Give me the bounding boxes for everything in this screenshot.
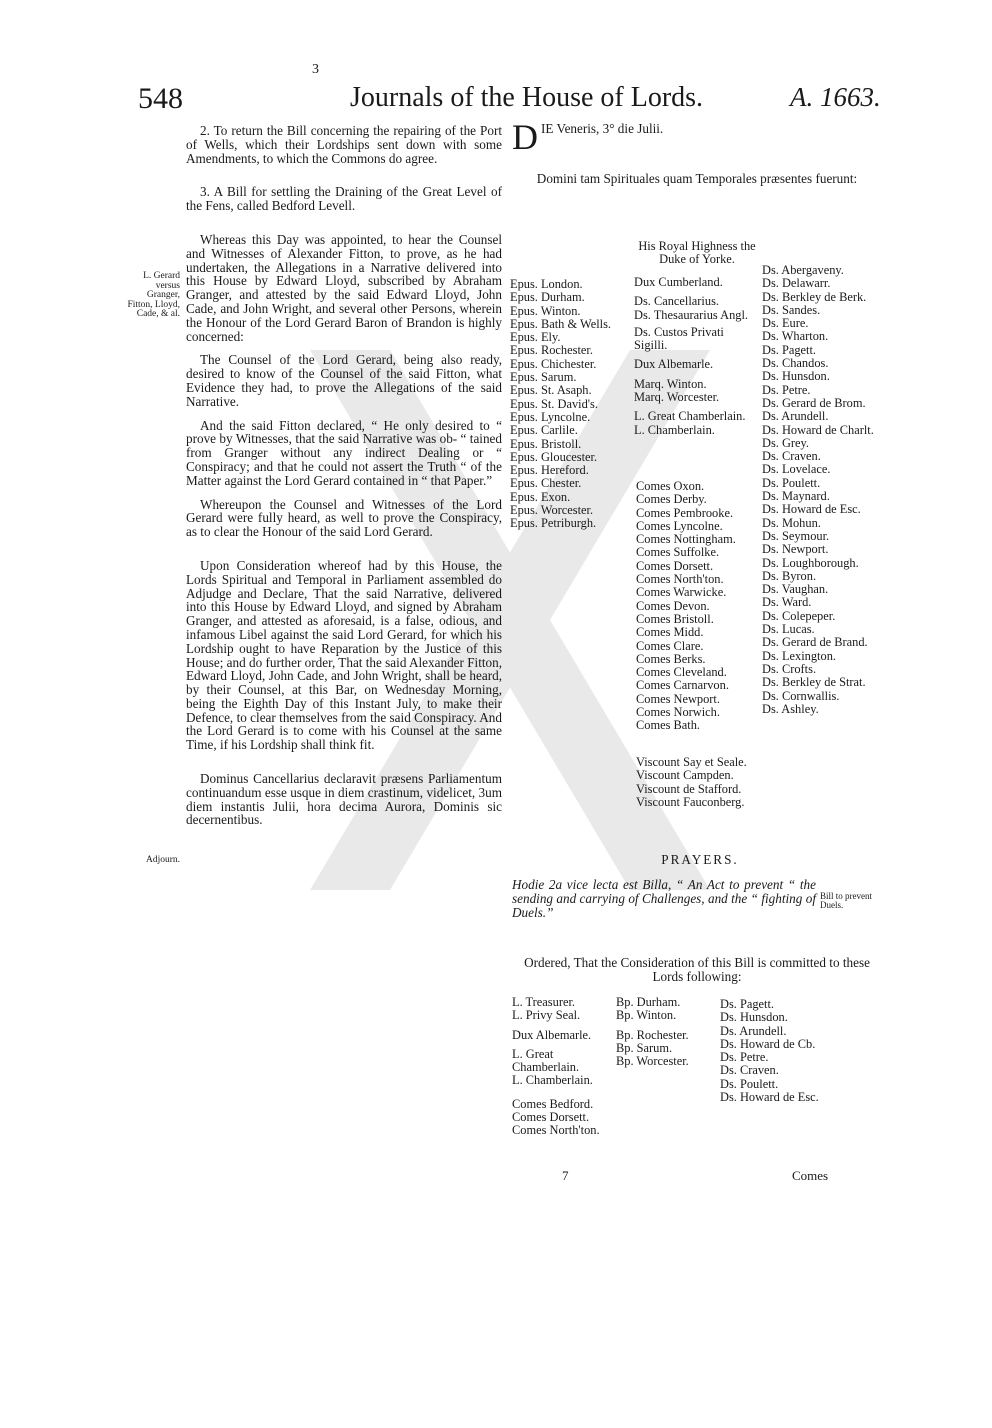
committee-entry: Bp. Sarum. [616,1040,673,1055]
earl-entry: Comes Devon. [636,598,710,613]
bishop-entry: Epus. Carlile. [510,423,578,438]
bishop-entry: Epus. London. [510,277,583,291]
gerard-para-4: Whereupon the Counsel and Witnesses of the Lord Gerard were fully heard, as well to prove the Conspiracy, as to clear the Honour of the said Lord Gerard. [186,496,502,540]
earl-entry: Comes Newport. [636,691,720,706]
earl-entry: Comes Norwich. [636,705,720,720]
earl-entry: Comes Derby. [636,492,707,507]
earl-entry: Comes Carnarvon. [636,678,729,693]
earl-entry: Comes Dorsett. [636,558,714,573]
committee-entry: Comes Bedford. [512,1096,594,1111]
bishop-entry: Epus. Hereford. [510,463,589,478]
bishop-entry: Epus. Ely. [510,330,561,345]
earl-entry: Comes North'ton. [636,572,724,587]
margin-note-bill: Bill to prevent Duels. [820,891,872,910]
earl-entry: Comes Warwicke. [636,585,727,600]
baron-entry: Ds. Howard de Esc. [762,502,861,517]
committee-entry: Ds. Petre. [720,1050,769,1065]
baron-entry: Ds. Poulett. [762,475,821,490]
bishop-entry: Epus. Rochester. [510,343,593,358]
bishop-entry: Epus. Worcester. [510,503,594,518]
earl-entry: Comes Pembrooke. [636,505,734,520]
hodie-para: Hodie 2a vice lecta est Billa, “ An Act to prevent “ the sending and carrying of Challenges, and the “ fighting of Duels.” [512,877,816,920]
earl-entry: Comes Clare. [636,638,704,653]
committee-entry: Ds. Pagett. [720,997,775,1011]
bishop-entry: Epus. Winton. [510,303,581,318]
baron-entry: Ds. Pagett. [762,342,817,357]
bishop-entry: Epus. Petriburgh. [510,516,597,531]
barons-list [762,264,874,716]
viscounts-list [636,756,747,809]
committee-entry: Bp. Durham. [616,995,681,1009]
baron-entry: Ds. Gerard de Brand. [762,635,868,650]
officer-entry: Marq. Worcester. [634,390,720,405]
committee-entry: L. Privy Seal. [512,1008,581,1023]
baron-entry: Ds. Arundell. [762,409,829,424]
bishop-entry: Epus. Durham. [510,290,585,305]
baron-entry: Ds. Cornwallis. [762,688,840,703]
bishop-entry: Epus. Sarum. [510,370,577,385]
baron-entry: Ds. Seymour. [762,528,830,543]
earl-entry: Comes Berks. [636,651,706,666]
baron-entry: Ds. Sandes. [762,302,821,317]
earl-entry: Comes Nottingham. [636,532,736,547]
earl-entry: Comes Bath. [636,718,701,733]
gerard-para-3: And the said Fitton declared, “ He only desired to “ prove by Witnesses, that the said Narrative was ob- “ tained from Granger without any indirect Dealing or “ Conspiracy; and that he could not assert the Truth “ of the Matter against the Lord Gerard contained in “ that Paper.” [186,417,502,488]
committee-entry: Ds. Poulett. [720,1076,779,1091]
officers-list [634,276,758,437]
domini-heading: Domini tam Spirituales quam Temporales præsentes fuerunt: [536,171,858,186]
committee-entry: L. Great Chamberlain. [512,1046,580,1075]
margin-note-gerard: L. Gerard versus Granger, Fitton, Lloyd, Cade, & al. [127,271,180,319]
margin-note-adjourn: Adjourn. [145,855,180,865]
committee-entry: Ds. Hunsdon. [720,1010,788,1025]
dropcap: D [512,117,538,157]
committee-entry: Comes North'ton. [512,1123,600,1138]
item-3: 3. A Bill for settling the Draining of the Great Level of the Fens, called Bedford Levell. [186,184,502,214]
committee-col-2 [616,996,689,1068]
baron-entry: Ds. Lucas. [762,622,815,637]
prayers-heading: PRAYERS. [661,852,739,867]
baron-entry: Ds. Hunsdon. [762,369,830,384]
earl-entry: Comes Midd. [636,625,704,640]
baron-entry: Ds. Gerard de Brom. [762,395,866,410]
committee-col-1 [512,996,616,1138]
die-heading [512,117,882,157]
bishop-entry: Epus. Exon. [510,489,571,504]
bishop-entry: Epus. Chester. [510,476,582,491]
viscount-entry: Viscount Fauconberg. [636,794,745,809]
baron-entry: Ds. Eure. [762,316,809,331]
baron-entry: Ds. Wharton. [762,329,829,344]
gerard-para-2: The Counsel of the Lord Gerard, being also ready, desired to know of the Counsel of the said Fitton, what Evidence they had, to prove the Allegations of the said Narrative. [186,352,502,409]
officer-entry: L. Chamberlain. [634,422,715,437]
left-column [186,124,502,837]
baron-entry: Ds. Chandos. [762,356,829,371]
viscount-entry: Viscount Say et Seale. [636,755,747,769]
committee-col-3 [720,998,820,1104]
committee-entry: L. Treasurer. [512,995,575,1009]
baron-entry: Ds. Crofts. [762,661,817,676]
baron-entry: Ds. Ward. [762,595,812,610]
bishop-entry: Epus. St. Asaph. [510,383,592,398]
baron-entry: Ds. Grey. [762,435,810,450]
baron-entry: Ds. Petre. [762,382,811,397]
baron-entry: Ds. Vaughan. [762,582,829,597]
baron-entry: Ds. Berkley de Berk. [762,289,867,304]
baron-entry: Ds. Newport. [762,542,829,557]
earl-entry: Comes Bristoll. [636,611,714,626]
officer-entry: Dux Cumberland. [634,275,723,289]
officer-entry: L. Great Chamberlain. [634,409,746,424]
earl-entry: Comes Cleveland. [636,665,727,680]
die-line: IE Veneris, 3° die Julii. [541,121,664,136]
baron-entry: Ds. Berkley de Strat. [762,675,866,690]
bishop-entry: Epus. Chichester. [510,356,597,371]
officer-entry: Marq. Winton. [634,376,707,391]
bishop-entry: Epus. St. David's. [510,396,598,411]
item-2: 2. To return the Bill concerning the repairing of the Port of Wells, which their Lordships sent down with some Amendments, to which the Commons do agree. [186,123,502,166]
baron-entry: Ds. Howard de Charlt. [762,422,874,437]
top-mark: 3 [312,62,319,77]
baron-entry: Ds. Lovelace. [762,462,831,477]
officer-entry: Ds. Custos Privati Sigilli. [634,324,724,353]
bishops-list [510,278,611,531]
committee-entry: Dux Albemarle. [512,1027,592,1042]
earls-list [636,480,736,733]
baron-entry: Ds. Mohun. [762,515,821,530]
committee-entry: Ds. Arundell. [720,1023,787,1038]
committee-entry: Bp. Winton. [616,1008,677,1023]
officer-entry: Ds. Thesaurarius Angl. [634,307,749,322]
baron-entry: Ds. Lexington. [762,648,836,663]
viscount-entry: Viscount de Stafford. [636,781,742,796]
earl-entry: Comes Suffolke. [636,545,720,560]
ordered-para: Ordered, That the Consideration of this Bill is committed to these Lords following: [524,955,870,984]
catchword: Comes [792,1168,829,1183]
committee-entry: L. Chamberlain. [512,1073,593,1088]
officer-entry: Dux Albemarle. [634,357,714,372]
committee-entry: Bp. Worcester. [616,1054,689,1069]
committee-entry: Ds. Craven. [720,1063,779,1078]
baron-entry: Ds. Abergaveny. [762,263,844,277]
baron-entry: Ds. Craven. [762,449,821,464]
page-header [0,60,992,115]
bishop-entry: Epus. Lyncolne. [510,409,591,424]
viscount-entry: Viscount Campden. [636,768,734,783]
gerard-para-5: Upon Consideration whereof had by this House, the Lords Spiritual and Temporal in Parliament assembled do Adjudge and Declare, That the said Narrative, delivered into this House by Edward Lloyd, and signed by Abraham Granger, and attested as aforesaid, is a false, odious, and infamous Libel against the said Lord Gerard, for which his Lordship ought to have Reparation by the Justice of this House; and do further order, That the said Alexander Fitton, Edward Lloyd, John Cade, and John Wright, shall be heard, by their Counsel, at this Bar, on Wednesday Morning, being the Eighth Day of this Instant July, to make their Defence, to clear themselves from the said Conspiracy. And the Lord Gerard is to come with his Counsel at the same Time, if his Lordship shall think fit. [186,557,503,753]
signature-mark: 7 [562,1168,569,1183]
committee-entry: Ds. Howard de Esc. [720,1090,819,1105]
earl-entry: Comes Lyncolne. [636,518,723,533]
baron-entry: Ds. Delawarr. [762,276,831,291]
committee-entry: Bp. Rochester. [616,1027,689,1042]
bishop-entry: Epus. Bath & Wells. [510,316,611,331]
committee-entry: Ds. Howard de Cb. [720,1036,816,1051]
baron-entry: Ds. Loughborough. [762,555,859,570]
adjourn-para: Dominus Cancellarius declaravit præsens Parliamentum continuandum esse usque in diem crastinum, videlicet, 3um diem instantis Julii, hora decima Aurora, Dominis sic decernentibus. [186,771,502,828]
officer-entry: Ds. Cancellarius. [634,294,719,309]
running-year: A. 1663. [790,82,881,112]
bishop-entry: Epus. Gloucester. [510,449,598,464]
page-number: 548 [138,82,183,115]
royal-highness: His Royal Highness the Duke of Yorke. [638,239,756,267]
running-title: Journals of the House of Lords. [350,82,704,113]
earl-entry: Comes Oxon. [636,479,705,493]
baron-entry: Ds. Colepeper. [762,608,836,623]
baron-entry: Ds. Byron. [762,568,817,583]
committee-entry: Comes Dorsett. [512,1110,590,1125]
baron-entry: Ds. Ashley. [762,701,819,716]
bishop-entry: Epus. Bristoll. [510,436,582,451]
gerard-para-1: Whereas this Day was appointed, to hear the Counsel and Witnesses of Alexander Fitton, to prove, as he had undertaken, the Allegations in a Narrative delivered into this House by Edward Lloyd, subscribed by Abraham Granger, and attested by the said Edward Lloyd, John Cade, and John Wright, and several other Persons, wherein the Honour of the Lord Gerard Baron of Brandon is highly concerned: [186,231,502,344]
baron-entry: Ds. Maynard. [762,489,830,504]
